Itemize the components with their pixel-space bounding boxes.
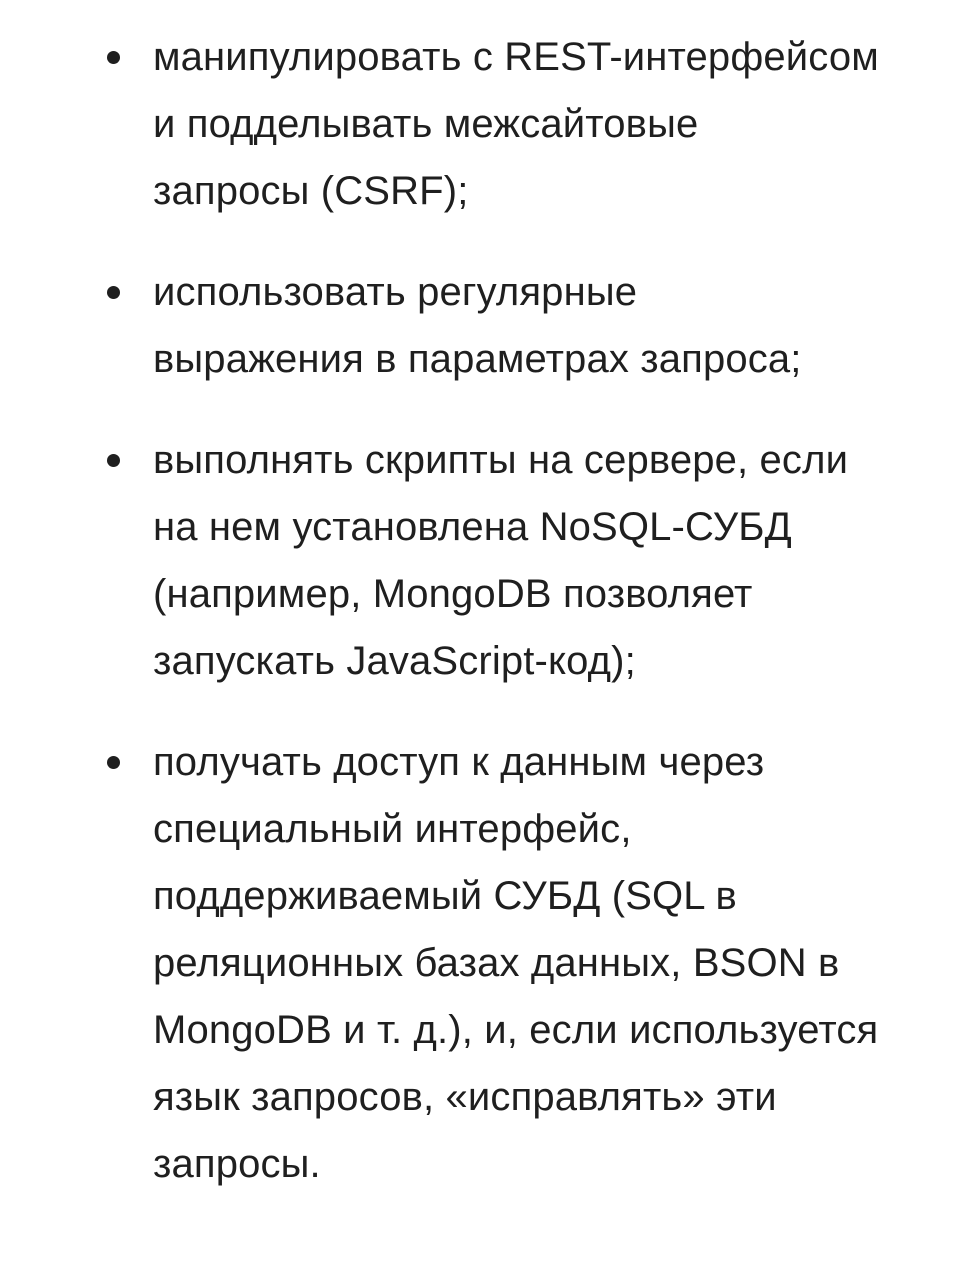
list-item	[153, 427, 953, 695]
list-item-line: запросы.	[153, 1142, 321, 1186]
list-item-line: выражения в параметрах запроса;	[153, 337, 802, 381]
list-item	[153, 729, 953, 1198]
list-item-line: поддерживаемый СУБД (SQL в	[153, 874, 737, 918]
bullet-icon	[107, 454, 120, 467]
list-item-line: запросы (CSRF);	[153, 169, 469, 213]
list-item	[153, 259, 953, 393]
list-item-line: MongoDB и т. д.), и, если используется	[153, 1008, 879, 1052]
list-item-line: манипулировать с REST-интерфейсом	[153, 35, 879, 79]
list-item-line: использовать регулярные	[153, 270, 638, 314]
bullet-icon	[107, 286, 120, 299]
list-item-line: и подделывать межсайтовые	[153, 102, 699, 146]
list-item-line: специальный интерфейс,	[153, 807, 632, 851]
list-item-line: получать доступ к данным через	[153, 740, 765, 784]
list-item-line: запускать JavaScript-код);	[153, 639, 636, 683]
bullet-icon	[107, 51, 120, 64]
list-item	[153, 24, 953, 225]
bullet-icon	[107, 756, 120, 769]
list-item-line: реляционных базах данных, BSON в	[153, 941, 840, 985]
list-item-line: выполнять скрипты на сервере, если	[153, 438, 849, 482]
list-item-line: на нем установлена NoSQL-СУБД	[153, 505, 792, 549]
list-item-line: (например, MongoDB позволяет	[153, 572, 753, 616]
list-item-line: язык запросов, «исправлять» эти	[153, 1075, 777, 1119]
